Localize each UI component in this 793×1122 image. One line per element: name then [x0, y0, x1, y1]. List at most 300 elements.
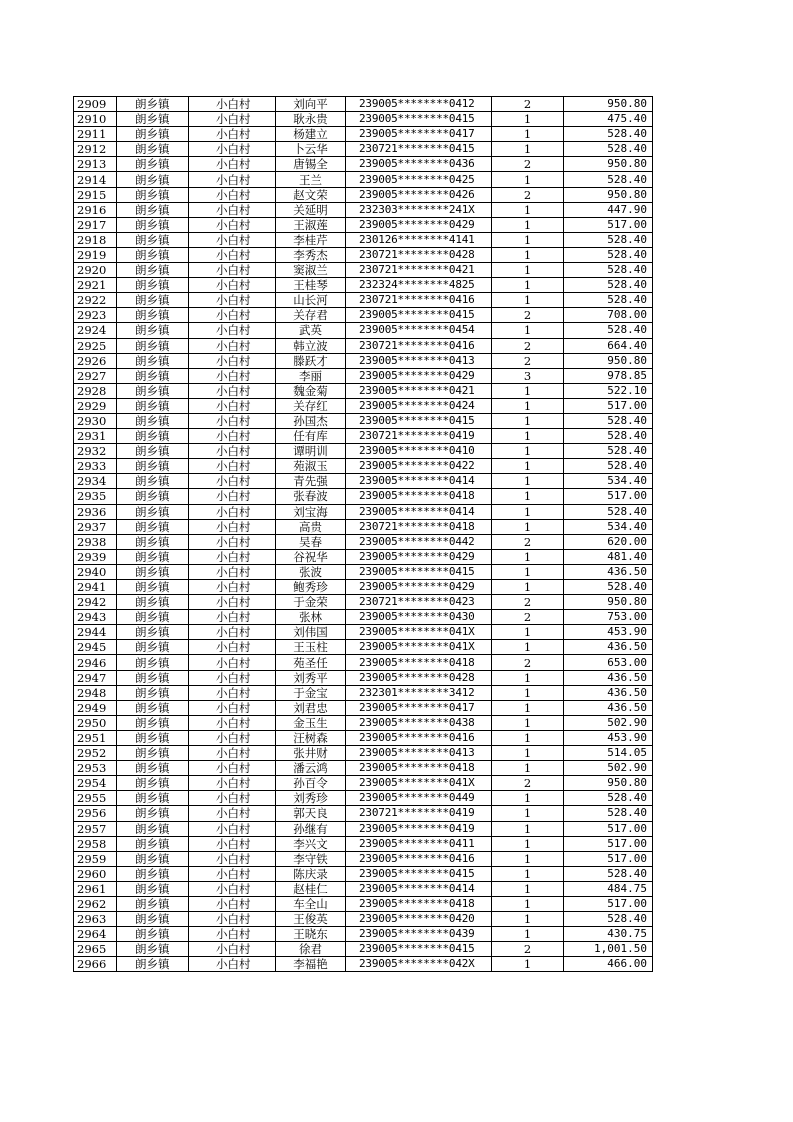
table-row: [74, 157, 653, 172]
amount-cell: 517.00: [564, 896, 653, 911]
amount-cell: 436.50: [564, 640, 653, 655]
village-cell: 小白村: [189, 791, 276, 806]
village-cell: 小白村: [189, 142, 276, 157]
town-cell: 朗乡镇: [117, 564, 189, 579]
name-cell: 关存君: [276, 308, 346, 323]
row-number-cell: 2931: [74, 429, 117, 444]
count-cell: 1: [492, 112, 564, 127]
village-cell: 小白村: [189, 776, 276, 791]
table-row: [74, 398, 653, 413]
village-cell: 小白村: [189, 398, 276, 413]
amount-cell: 436.50: [564, 670, 653, 685]
table-row: [74, 323, 653, 338]
village-cell: 小白村: [189, 368, 276, 383]
id-number-cell: 239005********0412: [346, 97, 492, 112]
table-row: [74, 715, 653, 730]
town-cell: 朗乡镇: [117, 112, 189, 127]
count-cell: 1: [492, 761, 564, 776]
amount-cell: 528.40: [564, 504, 653, 519]
row-number-cell: 2956: [74, 806, 117, 821]
table-row: [74, 429, 653, 444]
town-cell: 朗乡镇: [117, 444, 189, 459]
count-cell: 1: [492, 127, 564, 142]
name-cell: 于金荣: [276, 595, 346, 610]
row-number-cell: 2952: [74, 746, 117, 761]
amount-cell: 708.00: [564, 308, 653, 323]
table-row: [74, 670, 653, 685]
name-cell: 吴春: [276, 534, 346, 549]
table-row: [74, 172, 653, 187]
name-cell: 赵桂仁: [276, 881, 346, 896]
town-cell: 朗乡镇: [117, 474, 189, 489]
village-cell: 小白村: [189, 685, 276, 700]
village-cell: 小白村: [189, 278, 276, 293]
count-cell: 2: [492, 610, 564, 625]
amount-cell: 978.85: [564, 368, 653, 383]
village-cell: 小白村: [189, 459, 276, 474]
amount-cell: 528.40: [564, 912, 653, 927]
village-cell: 小白村: [189, 293, 276, 308]
row-number-cell: 2919: [74, 247, 117, 262]
table-row: [74, 851, 653, 866]
row-number-cell: 2909: [74, 97, 117, 112]
village-cell: 小白村: [189, 866, 276, 881]
amount-cell: 950.80: [564, 187, 653, 202]
id-number-cell: 239005********0415: [346, 112, 492, 127]
amount-cell: 534.40: [564, 474, 653, 489]
amount-cell: 436.50: [564, 685, 653, 700]
town-cell: 朗乡镇: [117, 459, 189, 474]
town-cell: 朗乡镇: [117, 730, 189, 745]
table-row: [74, 595, 653, 610]
id-number-cell: 232301********3412: [346, 685, 492, 700]
village-cell: 小白村: [189, 851, 276, 866]
name-cell: 刘向平: [276, 97, 346, 112]
row-number-cell: 2959: [74, 851, 117, 866]
count-cell: 1: [492, 625, 564, 640]
count-cell: 2: [492, 338, 564, 353]
id-number-cell: 232324********4825: [346, 278, 492, 293]
id-number-cell: 230721********0421: [346, 263, 492, 278]
row-number-cell: 2935: [74, 489, 117, 504]
village-cell: 小白村: [189, 172, 276, 187]
town-cell: 朗乡镇: [117, 912, 189, 927]
count-cell: 1: [492, 640, 564, 655]
name-cell: 刘秀珍: [276, 791, 346, 806]
village-cell: 小白村: [189, 640, 276, 655]
amount-cell: 481.40: [564, 549, 653, 564]
amount-cell: 528.40: [564, 293, 653, 308]
id-number-cell: 239005********0416: [346, 851, 492, 866]
village-cell: 小白村: [189, 489, 276, 504]
village-cell: 小白村: [189, 157, 276, 172]
amount-cell: 528.40: [564, 791, 653, 806]
row-number-cell: 2954: [74, 776, 117, 791]
row-number-cell: 2910: [74, 112, 117, 127]
table-row: [74, 519, 653, 534]
town-cell: 朗乡镇: [117, 429, 189, 444]
village-cell: 小白村: [189, 429, 276, 444]
table-row: [74, 881, 653, 896]
table-row: [74, 806, 653, 821]
amount-cell: 517.00: [564, 489, 653, 504]
town-cell: 朗乡镇: [117, 232, 189, 247]
amount-cell: 436.50: [564, 564, 653, 579]
count-cell: 2: [492, 595, 564, 610]
town-cell: 朗乡镇: [117, 957, 189, 972]
count-cell: 1: [492, 700, 564, 715]
id-number-cell: 239005********0415: [346, 564, 492, 579]
id-number-cell: 239005********0428: [346, 670, 492, 685]
village-cell: 小白村: [189, 217, 276, 232]
id-number-cell: 239005********0442: [346, 534, 492, 549]
name-cell: 张春波: [276, 489, 346, 504]
village-cell: 小白村: [189, 323, 276, 338]
count-cell: 1: [492, 323, 564, 338]
row-number-cell: 2928: [74, 383, 117, 398]
town-cell: 朗乡镇: [117, 202, 189, 217]
id-number-cell: 239005********0454: [346, 323, 492, 338]
name-cell: 郭天良: [276, 806, 346, 821]
name-cell: 陈庆录: [276, 866, 346, 881]
town-cell: 朗乡镇: [117, 881, 189, 896]
name-cell: 刘宝海: [276, 504, 346, 519]
table-row: [74, 700, 653, 715]
village-cell: 小白村: [189, 549, 276, 564]
count-cell: 2: [492, 157, 564, 172]
town-cell: 朗乡镇: [117, 896, 189, 911]
row-number-cell: 2932: [74, 444, 117, 459]
count-cell: 2: [492, 353, 564, 368]
count-cell: 1: [492, 444, 564, 459]
table-row: [74, 776, 653, 791]
row-number-cell: 2944: [74, 625, 117, 640]
table-row: [74, 187, 653, 202]
town-cell: 朗乡镇: [117, 413, 189, 428]
amount-cell: 528.40: [564, 323, 653, 338]
table-row: [74, 912, 653, 927]
amount-cell: 475.40: [564, 112, 653, 127]
village-cell: 小白村: [189, 881, 276, 896]
id-number-cell: 239005********0414: [346, 504, 492, 519]
count-cell: 1: [492, 806, 564, 821]
table-row: [74, 278, 653, 293]
town-cell: 朗乡镇: [117, 927, 189, 942]
village-cell: 小白村: [189, 761, 276, 776]
table-row: [74, 308, 653, 323]
village-cell: 小白村: [189, 821, 276, 836]
town-cell: 朗乡镇: [117, 625, 189, 640]
row-number-cell: 2962: [74, 896, 117, 911]
town-cell: 朗乡镇: [117, 610, 189, 625]
id-number-cell: 239005********0436: [346, 157, 492, 172]
count-cell: 2: [492, 534, 564, 549]
id-number-cell: 239005********0418: [346, 896, 492, 911]
id-number-cell: 239005********0438: [346, 715, 492, 730]
name-cell: 谭明训: [276, 444, 346, 459]
town-cell: 朗乡镇: [117, 278, 189, 293]
count-cell: 1: [492, 398, 564, 413]
name-cell: 李福艳: [276, 957, 346, 972]
amount-cell: 453.90: [564, 730, 653, 745]
row-number-cell: 2957: [74, 821, 117, 836]
row-number-cell: 2941: [74, 580, 117, 595]
table-row: [74, 746, 653, 761]
name-cell: 唐锡全: [276, 157, 346, 172]
id-number-cell: 239005********042X: [346, 957, 492, 972]
name-cell: 赵文荣: [276, 187, 346, 202]
amount-cell: 528.40: [564, 459, 653, 474]
count-cell: 1: [492, 746, 564, 761]
town-cell: 朗乡镇: [117, 353, 189, 368]
name-cell: 任有库: [276, 429, 346, 444]
name-cell: 李秀杰: [276, 247, 346, 262]
amount-cell: 447.90: [564, 202, 653, 217]
count-cell: 2: [492, 97, 564, 112]
row-number-cell: 2925: [74, 338, 117, 353]
id-number-cell: 230721********0419: [346, 806, 492, 821]
id-number-cell: 239005********0430: [346, 610, 492, 625]
count-cell: 1: [492, 896, 564, 911]
count-cell: 1: [492, 851, 564, 866]
table-row: [74, 836, 653, 851]
village-cell: 小白村: [189, 957, 276, 972]
name-cell: 山长河: [276, 293, 346, 308]
row-number-cell: 2955: [74, 791, 117, 806]
amount-cell: 528.40: [564, 580, 653, 595]
village-cell: 小白村: [189, 247, 276, 262]
row-number-cell: 2920: [74, 263, 117, 278]
count-cell: 1: [492, 519, 564, 534]
id-number-cell: 239005********0449: [346, 791, 492, 806]
name-cell: 张井财: [276, 746, 346, 761]
village-cell: 小白村: [189, 534, 276, 549]
row-number-cell: 2951: [74, 730, 117, 745]
name-cell: 孙百令: [276, 776, 346, 791]
amount-cell: 528.40: [564, 413, 653, 428]
town-cell: 朗乡镇: [117, 836, 189, 851]
amount-cell: 502.90: [564, 715, 653, 730]
town-cell: 朗乡镇: [117, 595, 189, 610]
town-cell: 朗乡镇: [117, 700, 189, 715]
table-row: [74, 610, 653, 625]
id-number-cell: 239005********0415: [346, 942, 492, 957]
row-number-cell: 2949: [74, 700, 117, 715]
row-number-cell: 2923: [74, 308, 117, 323]
table-row: [74, 821, 653, 836]
amount-cell: 950.80: [564, 353, 653, 368]
village-cell: 小白村: [189, 308, 276, 323]
table-row: [74, 232, 653, 247]
row-number-cell: 2911: [74, 127, 117, 142]
village-cell: 小白村: [189, 625, 276, 640]
village-cell: 小白村: [189, 232, 276, 247]
amount-cell: 528.40: [564, 232, 653, 247]
row-number-cell: 2961: [74, 881, 117, 896]
town-cell: 朗乡镇: [117, 263, 189, 278]
id-number-cell: 239005********0429: [346, 580, 492, 595]
table-row: [74, 655, 653, 670]
town-cell: 朗乡镇: [117, 942, 189, 957]
name-cell: 李桂芹: [276, 232, 346, 247]
name-cell: 潘云鸿: [276, 761, 346, 776]
village-cell: 小白村: [189, 655, 276, 670]
village-cell: 小白村: [189, 610, 276, 625]
count-cell: 1: [492, 564, 564, 579]
name-cell: 车全山: [276, 896, 346, 911]
village-cell: 小白村: [189, 595, 276, 610]
village-cell: 小白村: [189, 927, 276, 942]
town-cell: 朗乡镇: [117, 746, 189, 761]
table-row: [74, 866, 653, 881]
town-cell: 朗乡镇: [117, 640, 189, 655]
name-cell: 徐君: [276, 942, 346, 957]
town-cell: 朗乡镇: [117, 866, 189, 881]
town-cell: 朗乡镇: [117, 293, 189, 308]
town-cell: 朗乡镇: [117, 504, 189, 519]
village-cell: 小白村: [189, 700, 276, 715]
id-number-cell: 239005********0425: [346, 172, 492, 187]
table-row: [74, 338, 653, 353]
amount-cell: 664.40: [564, 338, 653, 353]
data-table: [73, 96, 653, 972]
table-row: [74, 504, 653, 519]
town-cell: 朗乡镇: [117, 127, 189, 142]
table-row: [74, 263, 653, 278]
village-cell: 小白村: [189, 942, 276, 957]
row-number-cell: 2936: [74, 504, 117, 519]
row-number-cell: 2939: [74, 549, 117, 564]
village-cell: 小白村: [189, 263, 276, 278]
table-row: [74, 413, 653, 428]
table-row: [74, 142, 653, 157]
village-cell: 小白村: [189, 896, 276, 911]
row-number-cell: 2960: [74, 866, 117, 881]
count-cell: 1: [492, 172, 564, 187]
table-row: [74, 444, 653, 459]
count-cell: 1: [492, 474, 564, 489]
count-cell: 1: [492, 957, 564, 972]
name-cell: 李丽: [276, 368, 346, 383]
id-number-cell: 239005********0415: [346, 308, 492, 323]
amount-cell: 522.10: [564, 383, 653, 398]
amount-cell: 528.40: [564, 444, 653, 459]
id-number-cell: 239005********041X: [346, 640, 492, 655]
table-row: [74, 368, 653, 383]
table-row: [74, 564, 653, 579]
amount-cell: 950.80: [564, 776, 653, 791]
id-number-cell: 239005********0415: [346, 413, 492, 428]
name-cell: 韩立波: [276, 338, 346, 353]
id-number-cell: 239005********0415: [346, 866, 492, 881]
row-number-cell: 2943: [74, 610, 117, 625]
name-cell: 鲍秀珍: [276, 580, 346, 595]
amount-cell: 950.80: [564, 157, 653, 172]
name-cell: 王俊英: [276, 912, 346, 927]
village-cell: 小白村: [189, 580, 276, 595]
name-cell: 张波: [276, 564, 346, 579]
count-cell: 1: [492, 670, 564, 685]
name-cell: 王兰: [276, 172, 346, 187]
count-cell: 1: [492, 715, 564, 730]
id-number-cell: 239005********0422: [346, 459, 492, 474]
amount-cell: 502.90: [564, 761, 653, 776]
name-cell: 滕跃才: [276, 353, 346, 368]
row-number-cell: 2946: [74, 655, 117, 670]
table-row: [74, 957, 653, 972]
id-number-cell: 230126********4141: [346, 232, 492, 247]
count-cell: 2: [492, 942, 564, 957]
name-cell: 刘秀平: [276, 670, 346, 685]
amount-cell: 453.90: [564, 625, 653, 640]
id-number-cell: 239005********0426: [346, 187, 492, 202]
village-cell: 小白村: [189, 127, 276, 142]
table-row: [74, 927, 653, 942]
amount-cell: 517.00: [564, 836, 653, 851]
row-number-cell: 2965: [74, 942, 117, 957]
amount-cell: 950.80: [564, 97, 653, 112]
amount-cell: 436.50: [564, 700, 653, 715]
town-cell: 朗乡镇: [117, 670, 189, 685]
row-number-cell: 2924: [74, 323, 117, 338]
village-cell: 小白村: [189, 519, 276, 534]
village-cell: 小白村: [189, 353, 276, 368]
table-row: [74, 549, 653, 564]
amount-cell: 753.00: [564, 610, 653, 625]
amount-cell: 517.00: [564, 851, 653, 866]
village-cell: 小白村: [189, 413, 276, 428]
count-cell: 1: [492, 217, 564, 232]
count-cell: 1: [492, 263, 564, 278]
village-cell: 小白村: [189, 564, 276, 579]
town-cell: 朗乡镇: [117, 851, 189, 866]
count-cell: 1: [492, 549, 564, 564]
town-cell: 朗乡镇: [117, 368, 189, 383]
row-number-cell: 2914: [74, 172, 117, 187]
amount-cell: 528.40: [564, 172, 653, 187]
village-cell: 小白村: [189, 444, 276, 459]
town-cell: 朗乡镇: [117, 142, 189, 157]
id-number-cell: 239005********0418: [346, 489, 492, 504]
id-number-cell: 239005********0413: [346, 353, 492, 368]
name-cell: 金玉生: [276, 715, 346, 730]
town-cell: 朗乡镇: [117, 157, 189, 172]
name-cell: 卜云华: [276, 142, 346, 157]
amount-cell: 528.40: [564, 142, 653, 157]
id-number-cell: 239005********0418: [346, 761, 492, 776]
row-number-cell: 2913: [74, 157, 117, 172]
row-number-cell: 2930: [74, 413, 117, 428]
row-number-cell: 2921: [74, 278, 117, 293]
row-number-cell: 2938: [74, 534, 117, 549]
id-number-cell: 239005********0414: [346, 881, 492, 896]
amount-cell: 517.00: [564, 398, 653, 413]
name-cell: 谷祝华: [276, 549, 346, 564]
id-number-cell: 239005********041X: [346, 625, 492, 640]
count-cell: 2: [492, 187, 564, 202]
count-cell: 1: [492, 836, 564, 851]
name-cell: 李守铁: [276, 851, 346, 866]
village-cell: 小白村: [189, 746, 276, 761]
count-cell: 3: [492, 368, 564, 383]
name-cell: 苑淑玉: [276, 459, 346, 474]
count-cell: 1: [492, 232, 564, 247]
amount-cell: 620.00: [564, 534, 653, 549]
village-cell: 小白村: [189, 715, 276, 730]
count-cell: 1: [492, 429, 564, 444]
count-cell: 1: [492, 912, 564, 927]
town-cell: 朗乡镇: [117, 398, 189, 413]
